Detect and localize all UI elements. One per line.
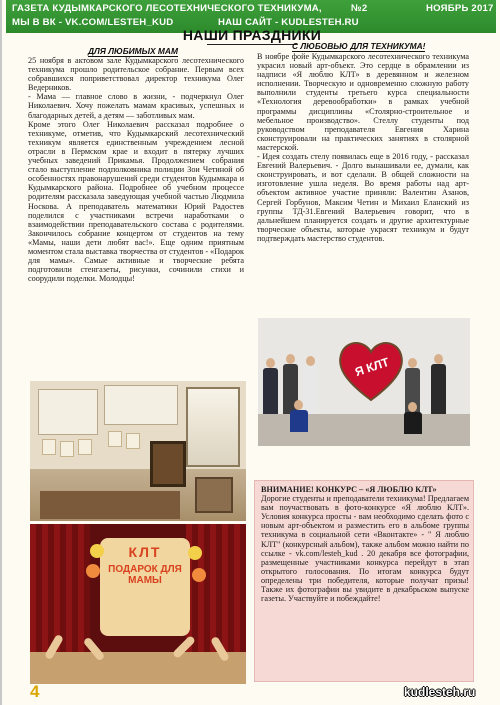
person-head <box>266 358 275 368</box>
right-paragraph: В ноябре фойе Кудымкарского лесотехнического техникума украсил новый арт-объект. Это сердце в обрамлении из надписи «Я люблю КЛТ» в деревянном и железном исполнении. Творческую и одновременно сложную работу выполнили студенты третьего курса специальности «Технология деревообработки» в рамках учебной программы дисциплины «Столярно-строительное и мебельное производство». Стеллу студенты под руководством преподавателя Евгения Харина сконструировали на практических занятиях в столярной мастерской. <box>257 52 469 152</box>
photo-window <box>186 387 240 467</box>
drawing <box>108 431 122 447</box>
drawing <box>78 439 92 455</box>
photo-frame <box>195 477 233 513</box>
person-figure <box>303 366 318 414</box>
left-paragraph: - Мама — главное слово в жизни, - подчеркнул Олег Николаевич. Хочу пожелать мамам красивых, успешных и благодарных детей, а детям — заботливых мам. <box>28 92 244 120</box>
left-article-heading: ДЛЯ ЛЮБИМЫХ МАМ <box>88 46 178 56</box>
person-figure <box>404 412 422 434</box>
flower-decoration <box>188 546 202 560</box>
drawing <box>126 433 140 449</box>
left-paragraph: 25 ноября в актовом зале Кудымкарского лесотехнического техникума прошло родительское собрание. Первым всех собравшихся поприветствовал директор техникума Олег Ведерников. <box>28 56 244 93</box>
flower-decoration <box>192 568 206 582</box>
person-figure <box>263 368 278 414</box>
left-article-body <box>28 56 244 379</box>
photo-easel <box>150 441 186 487</box>
heart-photo <box>258 318 470 446</box>
stage-subtitle: ПОДАРОК ДЛЯ МАМЫ <box>108 564 182 586</box>
drawing <box>60 441 74 457</box>
title-underline <box>207 44 297 45</box>
issue-month: НОЯБРЬ 2017 <box>426 3 494 14</box>
contest-text <box>261 485 469 603</box>
page-title: НАШИ ПРАЗДНИКИ <box>182 27 322 43</box>
stage-floor <box>30 652 246 684</box>
poster-board <box>38 389 98 435</box>
page-number: 4 <box>30 682 40 701</box>
issue-number: №2 <box>351 3 368 14</box>
drawing <box>42 439 56 455</box>
photo-table <box>40 491 180 519</box>
flower-decoration <box>86 564 100 578</box>
header-line1: ГАЗЕТА КУДЫМКАРСКОГО ЛЕСОТЕХНИЧЕСКОГО ТЕХНИКУМА, <box>12 3 322 14</box>
vk-link[interactable]: МЫ В ВК - VK.COM/LESTEH_KUD <box>12 17 174 28</box>
heart-text: Я КЛТ <box>353 354 391 380</box>
person-head <box>306 356 315 366</box>
watermark: kudlesteh.ru <box>404 685 476 699</box>
person-figure <box>290 410 308 432</box>
person-head <box>408 402 417 412</box>
right-article-body <box>257 52 469 307</box>
person-head <box>286 354 295 364</box>
poster-board <box>104 385 178 425</box>
left-paragraph: Кроме этого Олег Николаевич рассказал подробнее о техникуме, отметив, что Кудымкарский лесотехнический техникум является единственным учреждением лесной отрасли в Пермском крае и входит в пятерку лучших учебных заведений Прикамья. Продолжением собрания стало выступление подполковника полиции Зои Четиной об особенностях правонарушений среди студентов Кудымкара и Кудымкарского района. Подробнее об учебном процессе родителям рассказала заведующая учебной частью Людмила Носкова. А преподаватель математики Юрий Радостев поделился с участниками встречи наработками о взаимодействии преподавательского состава с родителями. Закончилось собрание концертом от студентов на тему «Мамы, наши дети любят вас!». Еще одним приятным моментом стала выставка творчества от студентов - «Подарок для мамы». Самые активные и творческие ребята подготовили стенгазеты, рисунки, сочинили стихи и соорудили поделки. Молодцы! <box>28 119 244 284</box>
person-head <box>434 354 443 364</box>
flower-decoration <box>90 544 104 558</box>
right-paragraph: - Идея создать стелу появилась еще в 2016 году, - рассказал Евгений Валерьевич. - Долго вынашивали ее, думали, как сконструировать, и вот сделали. В общей сложности на изготовление ушла неделя. Во время работы над арт-объектом активное участие приняли: Валентин Азанов, Сергей Горбунов, Максим Четин и Михаил Еланский из группы ТД-31.Евгений Валерьевич говорит, что в дальнейшем планируется создать и другие архитектурные творческие объекты, которые украсят техникум и будут подтверждать мастерство студентов. <box>257 152 469 243</box>
person-head <box>408 358 417 368</box>
site-link[interactable]: НАШ САЙТ - KUDLESTEH.RU <box>218 17 359 28</box>
person-figure <box>431 364 446 414</box>
contest-box <box>254 480 474 682</box>
contest-heading: ВНИМАНИЕ! КОНКУРС – «Я ЛЮБЛЮ КЛТ» <box>261 485 437 494</box>
person-head <box>294 400 303 410</box>
contest-body: Дорогие студенты и преподаватели техникума! Предлагаем вам поучаствовать в фото-конкурсе «Я люблю КЛТ». Условия конкурса просты - вам необходимо сделать фото с новым арт-объектом и разместить его в альбоме группы техникума в социальной сети «Вконтакте» - " Я люблю КЛТ" (конкурсный альбом), также альбом можно найти по ссылке - vk.com/lesteh_kud . 20 декабря все фотографии, размещенные участниками конкурса перейдут в этап открытого голосования. По итогам конкурса будут определены три победителя, которые получат призы! Также их фотографии вы увидите в декабрьском выпуске газеты. Участвуйте и побеждайте! <box>261 494 469 604</box>
right-article-heading: С ЛЮБОВЬЮ ДЛЯ ТЕХНИКУМА! <box>292 41 426 51</box>
stage-photo <box>30 524 246 684</box>
exhibition-photo <box>30 381 246 521</box>
stage-title: КЛТ <box>128 544 162 560</box>
